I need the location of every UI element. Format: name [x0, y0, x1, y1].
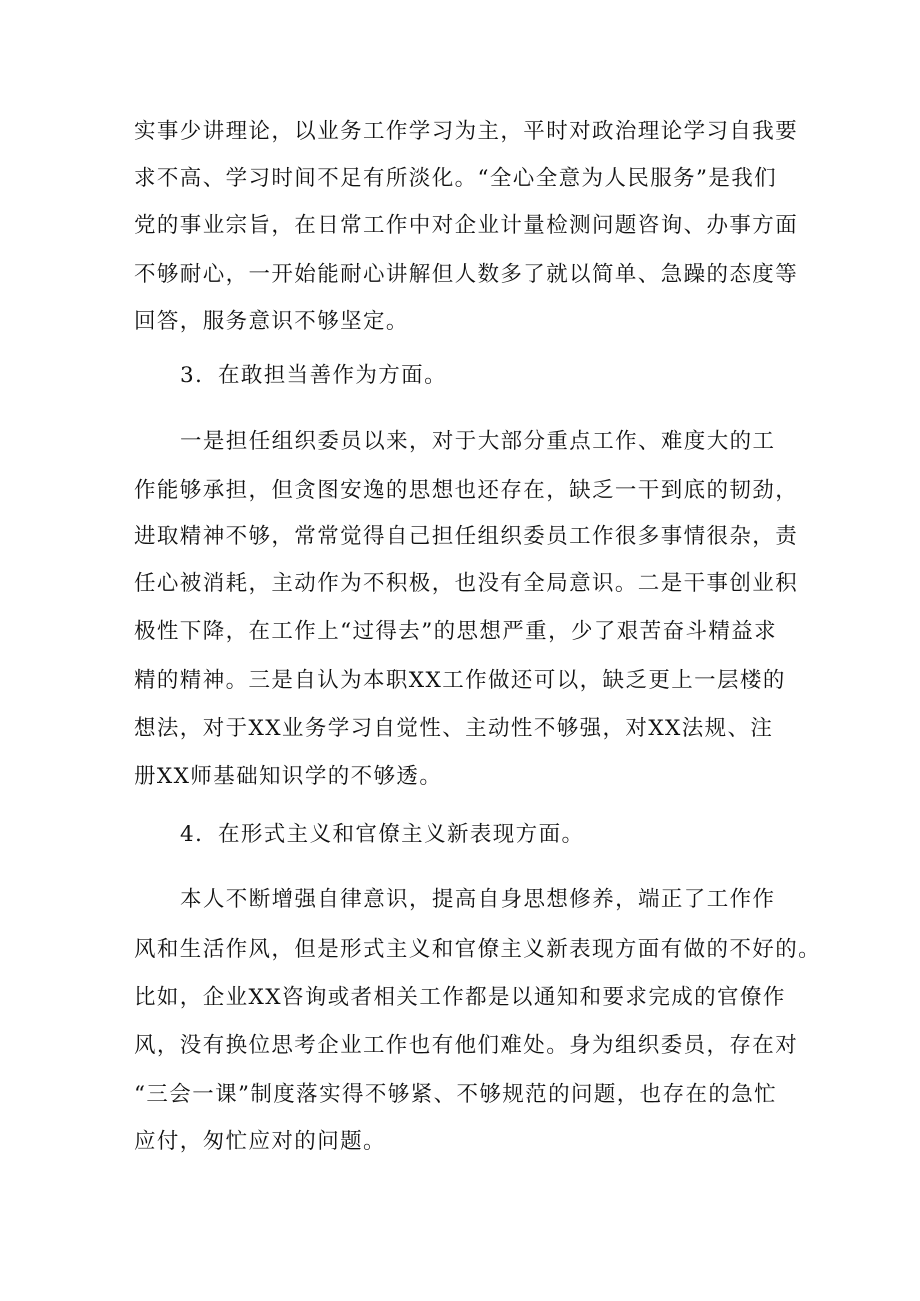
paragraph-2-line-4: 任心被消耗，主动作为不积极，也没有全局意识。二是干事创业积	[134, 571, 799, 596]
paragraph-3-line-2: 风和生活作风，但是形式主义和官僚主义新表现方面有做的不好的。	[134, 937, 822, 962]
paragraph-1-line-4: 不够耐心，一开始能耐心讲解但人数多了就以简单、急躁的态度等	[134, 262, 799, 287]
paragraph-2-line-7: 想法，对于XX业务学习自觉性、主动性不够强，对XX法规、注	[134, 716, 774, 741]
paragraph-3-line-4: 风，没有换位思考企业工作也有他们难处。身为组织委员，存在对	[134, 1033, 799, 1058]
section-heading-3: 3．在敢担当善作为方面。	[180, 363, 447, 388]
paragraph-2-line-5: 极性下降，在工作上“过得去”的思想严重，少了艰苦奋斗精益求	[134, 619, 778, 644]
paragraph-1-line-2: 求不高、学习时间不足有所淡化。“全心全意为人民服务”是我们	[134, 166, 778, 191]
paragraph-2-line-2: 作能够承担，但贪图安逸的思想也还存在，缺乏一干到底的韧劲，	[134, 478, 799, 503]
paragraph-2-line-3: 进取精神不够，常常觉得自己担任组织委员工作很多事情很杂，责	[134, 524, 799, 549]
paragraph-3-line-1: 本人不断增强自律意识，提高自身思想修养，端正了工作作	[180, 887, 776, 912]
paragraph-2-line-1: 一是担任组织委员以来，对于大部分重点工作、难度大的工	[180, 429, 776, 454]
paragraph-2-line-6: 精的精神。三是自认为本职XX工作做还可以，缺乏更上一层楼的	[134, 668, 786, 693]
paragraph-3-line-3: 比如，企业XX咨询或者相关工作都是以通知和要求完成的官僚作	[134, 985, 786, 1010]
paragraph-3-line-5: “三会一课”制度落实得不够紧、不够规范的问题，也存在的急忙	[134, 1082, 778, 1107]
paragraph-3-line-6: 应付，匆忙应对的问题。	[134, 1129, 386, 1154]
paragraph-1-line-3: 党的事业宗旨，在日常工作中对企业计量检测问题咨询、办事方面	[134, 213, 799, 238]
section-heading-4: 4．在形式主义和官僚主义新表现方面。	[180, 822, 585, 847]
paragraph-1-line-5: 回答，服务意识不够坚定。	[134, 309, 409, 334]
paragraph-1-line-1: 实事少讲理论，以业务工作学习为主，平时对政治理论学习自我要	[134, 119, 799, 144]
paragraph-2-line-8: 册XX师基础知识学的不够透。	[134, 764, 443, 789]
